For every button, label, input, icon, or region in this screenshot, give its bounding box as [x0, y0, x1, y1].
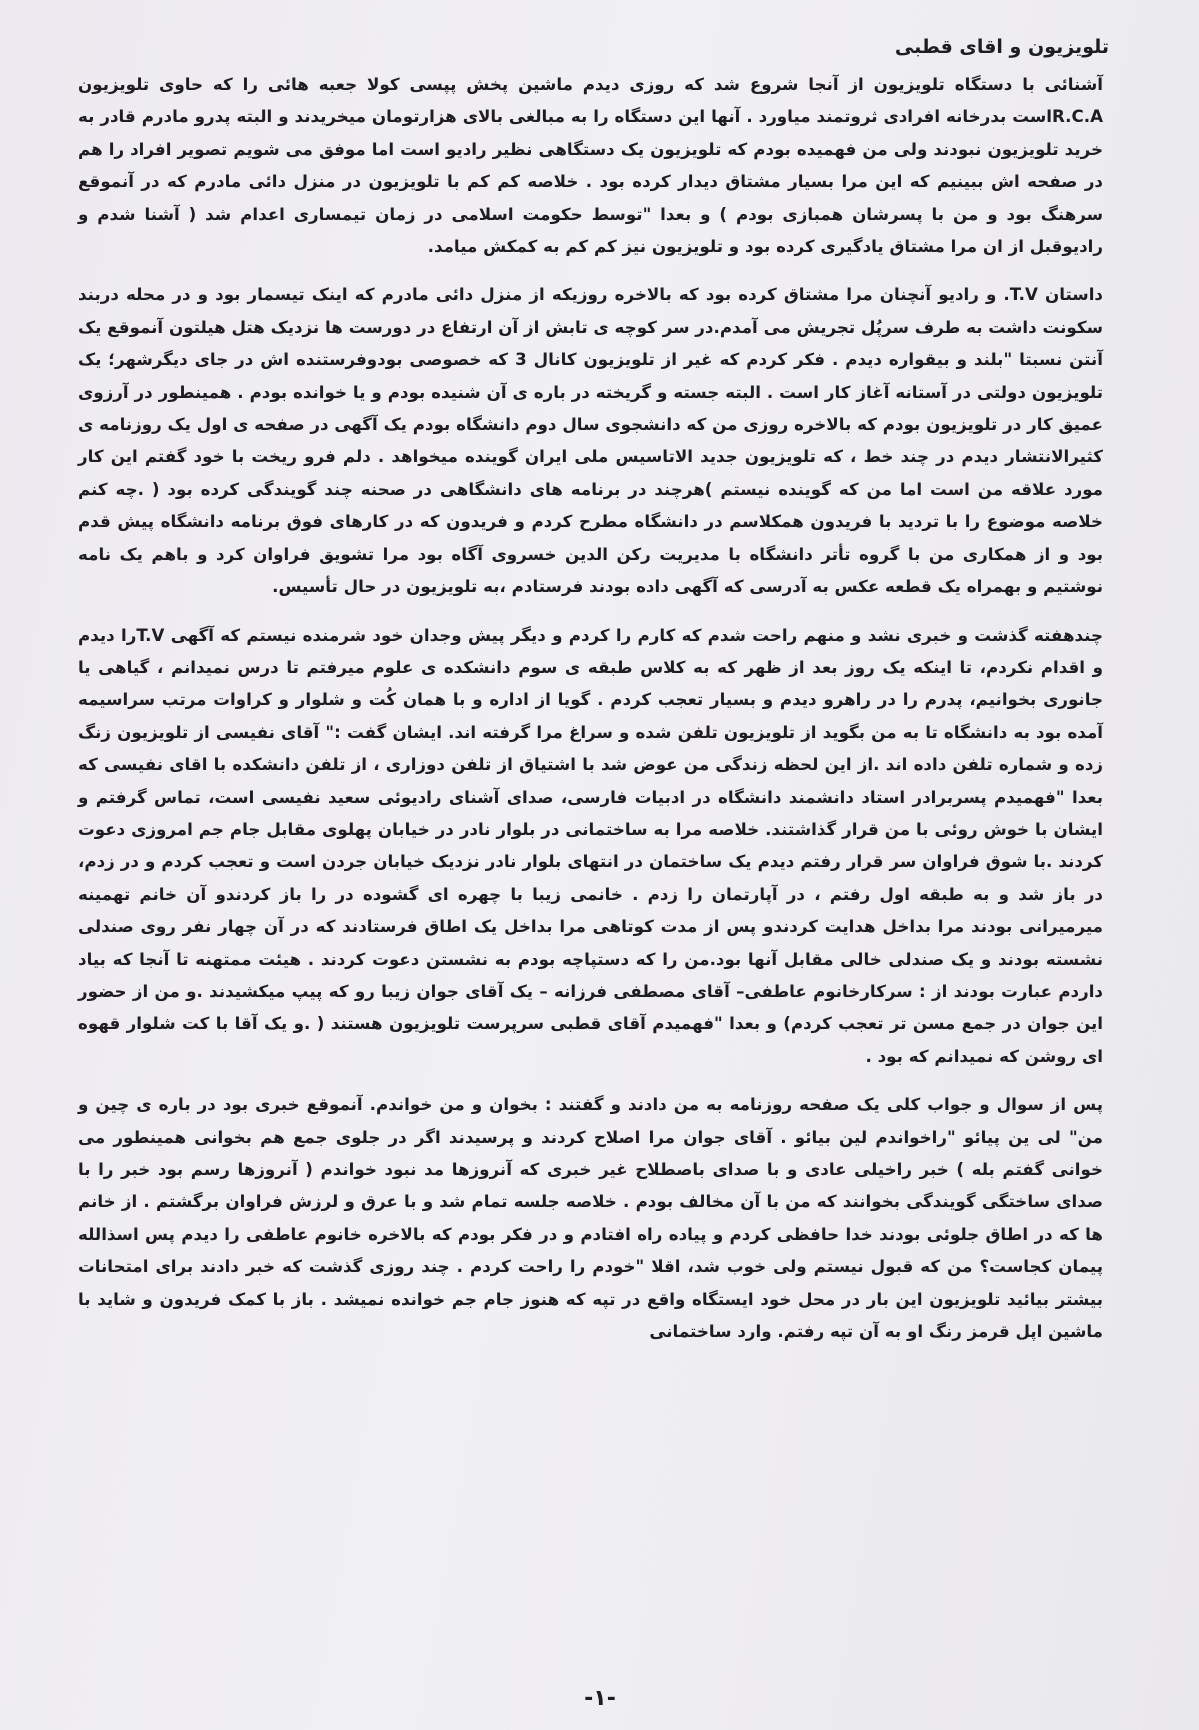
- page-body: [78, 36, 1113, 1363]
- paragraph: چندهفته گذشت و خبری نشد و منهم راحت شدم که کارم را کردم و دیگر پیش وجدان خود شرمنده نیستم که آگهی T.Vرا دیدم و اقدام نکردم، تا اینکه یک روز بعد از ظهر که به کلاس طبقه ی سوم دانشکده ی علوم میرفتم تا درس نمیدانم ، گیاهی یا جانوری بخوانیم، پدرم را در راهرو دیدم و بسیار تعجب کردم . گویا از اداره و با همان کُت و شلوار و کراوات مرتب سراسیمه آمده بود به دانشگاه تا به من بگوید از تلویزیون تلفن شده و سراغ مرا گرفته اند. ایشان گفت :" آقای نفیسی از تلویزیون زنگ زده و شماره تلفن داده اند .از این لحظه زندگی من عوض شد با اشتیاق از تلفن دوزاری ، از تلفن دانشکده با اقای نفیسی که بعدا "فهمیدم پسربرادر استاد دانشمند دانشگاه در ادبیات فارسی، صدای آشنای رادیوئی سعید نفیسی است، تماس گرفتم و ایشان با خوش روئی با من قرار گذاشتند. خلاصه مرا به ساختمانی در بلوار نادر در خیابان پهلوی مقابل جام جم امروزی دعوت کردند .با شوق فراوان سر قرار رفتم دیدم یک ساختمان در انتهای بلوار نادر نزدیک خیابان جردن است و تعجب کردم و در زدم، در باز شد و به طبقه اول رفتم ، در آپارتمان را زدم . خانمی زیبا با چهره ای گشوده در را باز کردندو آن خانم تهمینه میرمیرانی بودند مرا بداخل هدایت کردندو پس از مدت کوتاهی مرا بداخل یک اطاق فرستادند که در آن چهار نفر روی صندلی نشسته بودند و یک صندلی خالی مقابل آنها بود.من را که دستپاچه بودم به نشستن دعوت کردند . هیئت ممتهنه تا آنجا که بیاد داردم عبارت بودند از : سرکارخانوم عاطفی– آقای مصطفی فرزانه – یک آقای جوان زیبا رو که پیپ میکشیدند .و من از حضور این جوان در جمع مسن تر تعجب کردم) و بعدا "فهمیدم آقای قطبی سرپرست تلویزیون هستند ( .و یک آقا با کت شلوار قهوه ای روشن که نمیدانم که بود .: [78, 624, 1103, 1066]
- page-number: -۱-: [584, 1686, 616, 1711]
- paragraph: داستان T.V. و رادیو آنچنان مرا مشتاق کرده بود که بالاخره روزیکه از منزل دائی مادرم که اینک تیسمار بود و در محله دربند سکونت داشت به طرف سرپُل تجریش می آمدم.در سر کوچه ی تابش از آن ارتفاع در دورست ها نزدیک هتل هیلتون آنموقع یک آنتن نسبتا "بلند و بیقواره دیدم . فکر کردم که غیر از تلویزیون کانال 3 که خصوصی بودوفرستنده اش در جای دیگرشهر؛ یک تلویزیون دولتی در آستانه آغاز کار است . البته جسته و گریخته در باره ی آن شنیده بودم و یا خوانده بودم . همینطور در آرزوی عمیق کار در تلویزیون بودم که بالاخره روزی من که دانشجوی سال دوم دانشگاه بودم یک آگهی در صفحه ی اول یک روزنامه ی کثیرالانتشار دیدم در چند خط ، که تلویزیون جدید الاتاسیس ملی ایران گوینده میخواهد . دلم فرو ریخت با خود گفتم این کار مورد علاقه من است اما من که گوینده نیستم )هرچند در برنامه های دانشگاهی در صحنه چند گویندگی کرده بود ( .چه کنم خلاصه موضوع را با تردید با فریدون همکلاسم در دانشگاه مطرح کردم و فریدون که در کارهای فوق برنامه دانشگاه پیش قدم بود و از همکاری من با گروه تأتر دانشگاه با مدیریت رکن الدین خسروی آگاه بود مرا تشویق فراوان کرد و باهم یک نامه نوشتیم و بهمراه یک قطعه عکس به آدرسی که آگهی داده بودند فرستادم ،به تلویزیون در حال تأسیس.: [78, 284, 1103, 597]
- paragraph: آشنائی با دستگاه تلویزیون از آنجا شروع شد که روزی دیدم ماشین پخش پپسی کولا جعبه هائی را که حاوی تلویزیون R.C.Aاست بدرخانه افرادی ثروتمند میاورد . آنها این دستگاه را به مبالغی بالای هزارتومان میخریدند و البته پدرو مادرم قادر به خرید تلویزیون نبودند ولی من فهمیده بودم که تلویزیون یک دستگاهی نظیر رادیو است اما موفق می شویم تصویر افراد را هم در صفحه اش ببینیم که این مرا بسیار مشتاق دیدار کرده بود . خلاصه کم کم با تلویزیون در منزل دائی مادرم که در آنموقع سرهنگ بود و من با پسرشان همبازی بودم ) و بعدا "توسط حکومت اسلامی در زمان تیمساری اعدام شد ( آشنا شدم و رادیوقبل از ان مرا مشتاق یادگیری کرده بود و تلویزیون نیز کم کم به کمکش میامد.: [78, 74, 1103, 257]
- paragraph: پس از سوال و جواب کلی یک صفحه روزنامه به من دادند و گفتند : بخوان و من خواندم. آنموقع خبری بود در باره ی چین و من" لی ین پیائو "راخواندم لین بیائو . آقای جوان مرا اصلاح کردند و پرسیدند اگر در جلوی جمع هم بخوانی همینطور می خوانی گفتم بله ) خبر راخیلی عادی و با صدای باصطلاح غیر خبری که آنروزها مد نبود خواندم ( آنروزها رسم بود خبر را با صدای ساختگی گویندگی بخوانند که من با آن مخالف بودم . خلاصه جلسه تمام شد و با عرق و لرزش فراوان برگشتم . از خانم ها که در اطاق جلوئی بودند خدا حافظی کردم و پیاده راه افتادم و در فکر بودم که بالاخره خانوم عاطفی را دیدم پس اسذالله پیمان کجاست؟ من که قبول نیستم ولی خوب شد، اقلا "خودم را راحت کردم . چند روزی گذشت که خبر دادند برای امتحانات بیشتر بیائید تلویزیون این بار در محل خود ایستگاه واقع در تپه که هنوز جام جم خوانده نمیشد . باز با کمک فریدون و شاید با ماشین اپل قرمز رنگ او به آن تپه رفتم. وارد ساختمانی: [78, 1094, 1103, 1342]
- document-title: تلویزیون و اقای قطبی: [894, 36, 1109, 58]
